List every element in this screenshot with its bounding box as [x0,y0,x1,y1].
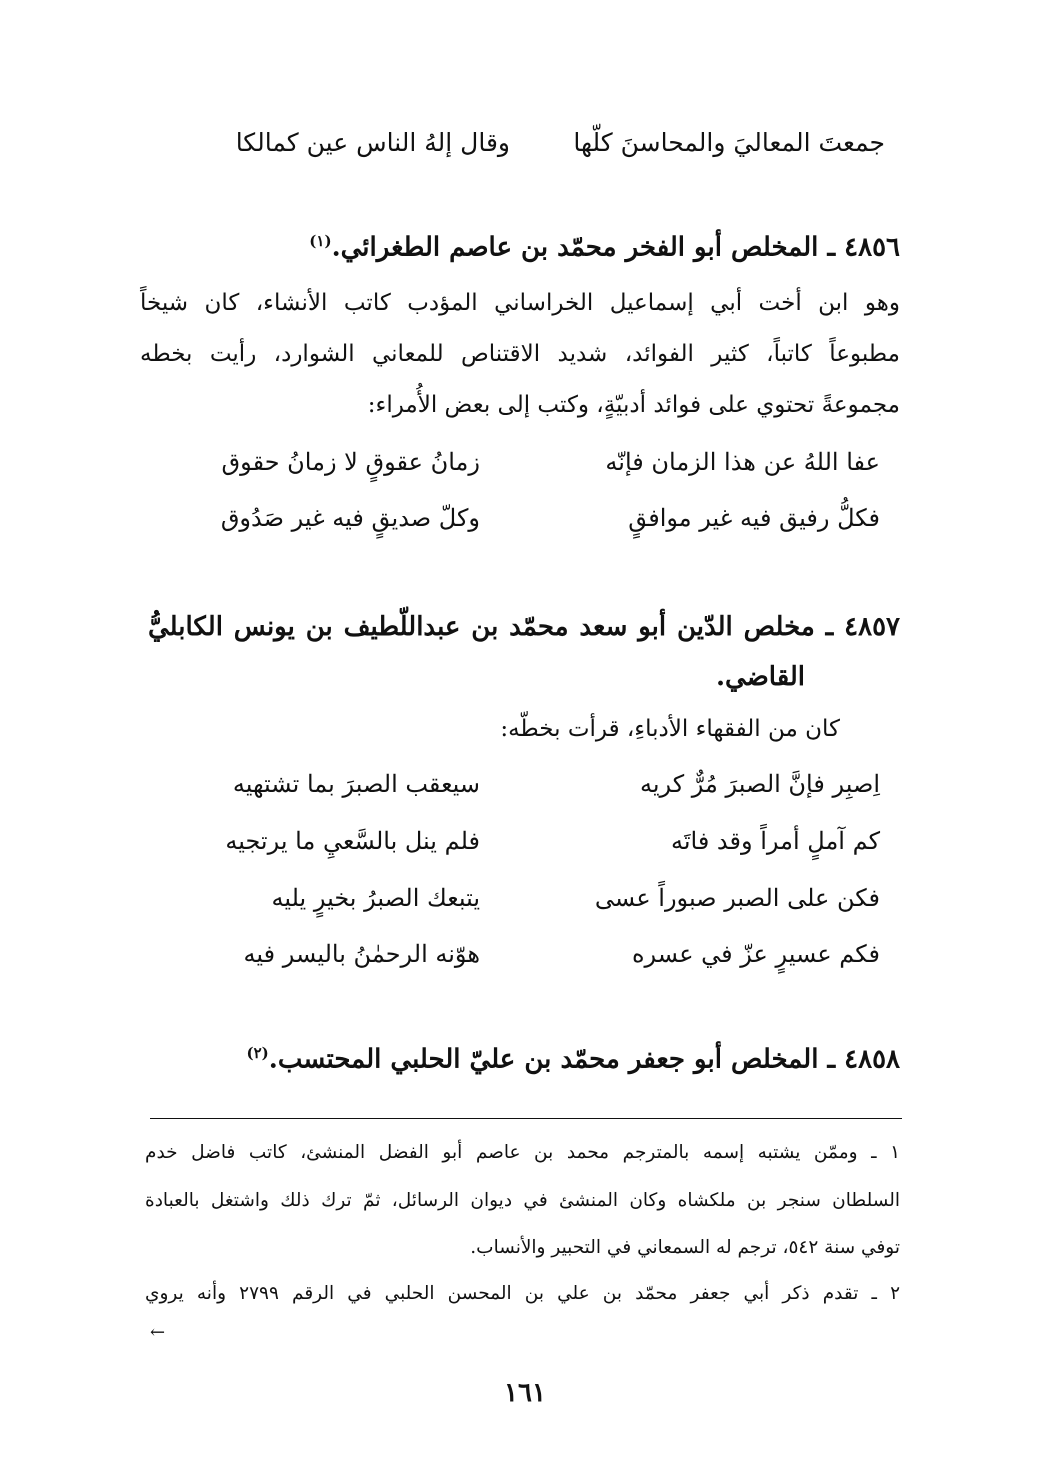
entry-4857-verse-2-first: كم آملٍ أمراً وقد فاتَه [670,827,880,855]
entry-4856-verse-1-first: عفا اللهُ عن هذا الزمان فإنّه [605,448,880,476]
page-number: ١٦١ [504,1378,546,1408]
entry-4857-verse-3-first: فكن على الصبر صبوراً عسى [594,884,880,912]
top-verse-second-hemistich: وقال إلهُ الناس عين كمالكا [235,128,510,157]
entry-4856-verse-2-first: فكلُّ رفيق فيه غير موافقٍ [628,504,880,532]
entry-4857-verse-1-first: اِصبِر فإنَّ الصبرَ مُرٌّ كريه [639,770,880,798]
footnote-1-line-1: ١ ـ وممّن يشتبه إسمه بالمترجم محمد بن عاصم أبو الفضل المنشئ، كاتب فاضل خدم [145,1142,900,1163]
entry-4856-verse-1-second: زمانُ عقوقٍ لا زمانُ حقوق [221,448,480,476]
entry-4856-line-2: مطبوعاً كاتباً، كثير الفوائد، شديد الاقتناص للمعاني الشوارد، رأيت بخطه [140,341,900,367]
entry-4857-intro: كان من الفقهاء الأدباءِ، قرأت بخطّه: [500,716,840,742]
footnote-ref-2: (٢) [246,1044,269,1062]
entry-4857-verse-4-first: فكم عسيرٍ عزّ في عسره [631,940,880,968]
footnote-1-line-2: السلطان سنجر بن ملكشاه وكان المنشئ في ديوان الرسائل، ثمّ ترك ذلك واشتغل بالعبادة [145,1190,900,1211]
entry-4856-line-3: مجموعةً تحتوي على فوائد أدبيّةٍ، وكتب إلى بعض الأُمراء: [367,392,900,418]
footnote-ref-1: (١) [309,232,332,250]
entry-4857-heading-line-2: القاضي. [715,662,805,692]
footnote-divider [150,1118,902,1119]
entry-4857-verse-3-second: يتبعك الصبرُ بخيرٍ يليه [271,884,480,912]
continue-arrow-icon: ← [150,1322,166,1343]
entry-4856-heading [309,232,900,263]
entry-4856-title: ٤٨٥٦ ـ المخلص أبو الفخر محمّد بن عاصم الطغرائي. [331,232,900,263]
entry-4856-verse-2-second: وكلّ صديقٍ فيه غير صَدُوق [220,504,480,532]
footnote-2-line-1: ٢ ـ تقدم ذكر أبي جعفر محمّد بن علي بن المحسن الحلبي في الرقم ٢٧٩٩ وأنه يروي [145,1283,900,1304]
entry-4857-heading-line-1: ٤٨٥٧ ـ مخلص الدّين أبو سعد محمّد بن عبداللّطيف بن يونس الكابليُّ [148,612,900,642]
entry-4857-verse-4-second: هوّنه الرحمٰنُ باليسر فيه [243,940,480,968]
entry-4857-verse-2-second: فلم ينل بالسَّعيِ ما يرتجيه [225,827,480,855]
entry-4857-verse-1-second: سيعقب الصبرَ بما تشتهيه [232,770,480,798]
footnote-1-line-3: توفي سنة ٥٤٢، ترجم له السمعاني في التحبير والأنساب. [470,1237,900,1258]
entry-4858-heading [247,1044,901,1075]
entry-4856-line-1: وهو ابن أخت أبي إسماعيل الخراساني المؤدب كاتب الأنشاء، كان شيخاً [140,290,900,316]
top-verse-first-hemistich: جمعتَ المعاليَ والمحاسنَ كلّها [573,128,885,157]
entry-4858-title: ٤٨٥٨ ـ المخلص أبو جعفر محمّد بن عليّ الحلبي المحتسب. [268,1044,900,1075]
